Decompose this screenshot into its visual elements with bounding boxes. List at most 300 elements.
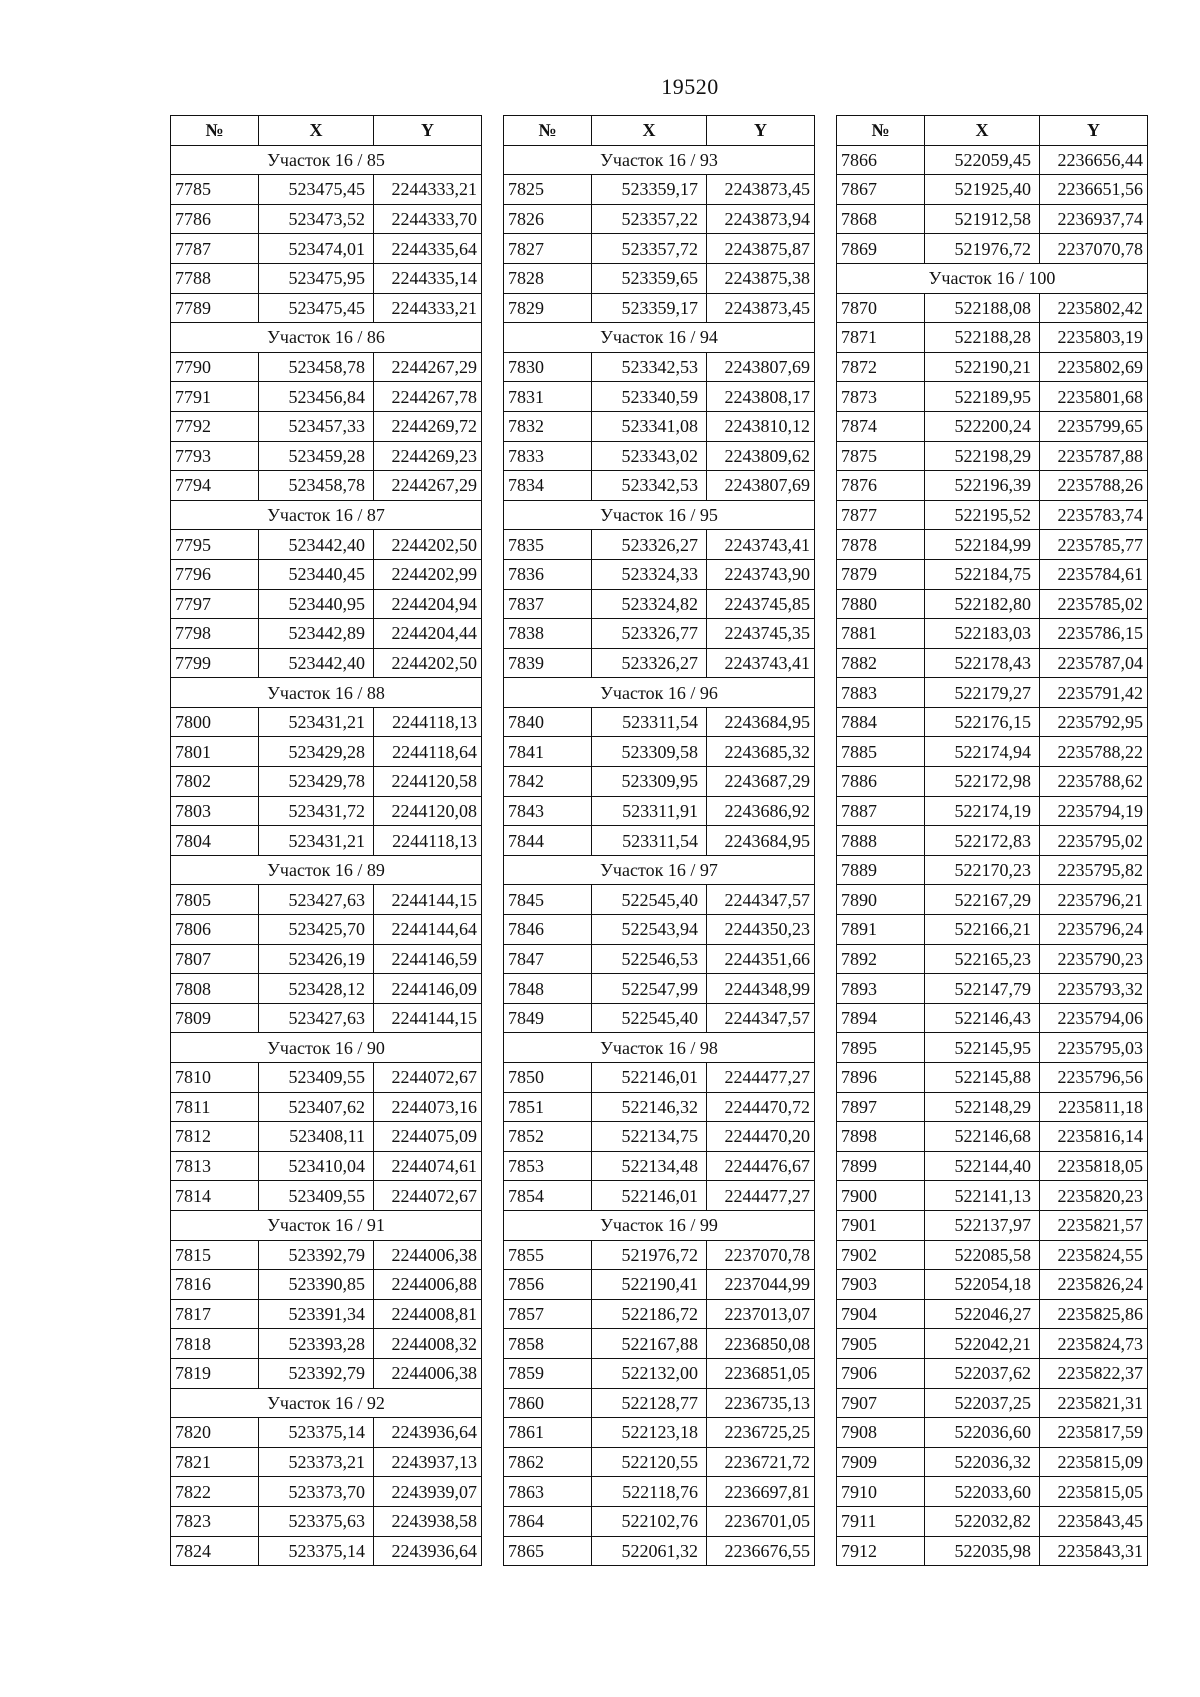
table-row (171, 1299, 482, 1329)
point-number-cell: 7828 (504, 263, 592, 293)
y-coordinate-cell: 2235821,31 (1040, 1388, 1148, 1418)
x-coordinate-cell: 523309,95 (592, 767, 707, 797)
x-coordinate-cell: 522147,79 (925, 974, 1040, 1004)
table-row (504, 885, 815, 915)
y-coordinate-cell: 2243808,17 (707, 382, 815, 412)
y-coordinate-cell: 2235815,05 (1040, 1477, 1148, 1507)
y-coordinate-cell: 2237070,78 (707, 1240, 815, 1270)
point-number-cell: 7845 (504, 885, 592, 915)
table-row (504, 1506, 815, 1536)
x-coordinate-cell: 522148,29 (925, 1092, 1040, 1122)
table-header-row (171, 116, 482, 146)
section-header-row (504, 678, 815, 708)
y-coordinate-cell: 2244118,13 (374, 826, 482, 856)
x-coordinate-cell: 522134,48 (592, 1151, 707, 1181)
header-number: № (837, 116, 925, 146)
table-row (504, 944, 815, 974)
point-number-cell: 7881 (837, 619, 925, 649)
y-coordinate-cell: 2244144,15 (374, 885, 482, 915)
y-coordinate-cell: 2235792,95 (1040, 707, 1148, 737)
table-row (504, 1063, 815, 1093)
x-coordinate-cell: 522059,45 (925, 145, 1040, 175)
table-row (504, 352, 815, 382)
section-title: Участок 16 / 99 (504, 1210, 815, 1240)
point-number-cell: 7891 (837, 915, 925, 945)
x-coordinate-cell: 522137,97 (925, 1210, 1040, 1240)
point-number-cell: 7884 (837, 707, 925, 737)
table-row (504, 1151, 815, 1181)
y-coordinate-cell: 2236697,81 (707, 1477, 815, 1507)
coordinates-table-2 (503, 115, 815, 1566)
x-coordinate-cell: 523429,28 (259, 737, 374, 767)
point-number-cell: 7865 (504, 1536, 592, 1566)
y-coordinate-cell: 2235796,24 (1040, 915, 1148, 945)
table-row (171, 974, 482, 1004)
y-coordinate-cell: 2235786,15 (1040, 619, 1148, 649)
header-y: Y (374, 116, 482, 146)
y-coordinate-cell: 2244269,23 (374, 441, 482, 471)
table-row (837, 1092, 1148, 1122)
table-row (504, 471, 815, 501)
section-title: Участок 16 / 97 (504, 855, 815, 885)
table-row (504, 411, 815, 441)
point-number-cell: 7789 (171, 293, 259, 323)
y-coordinate-cell: 2235788,22 (1040, 737, 1148, 767)
point-number-cell: 7912 (837, 1536, 925, 1566)
y-coordinate-cell: 2244008,32 (374, 1329, 482, 1359)
point-number-cell: 7811 (171, 1092, 259, 1122)
section-title: Участок 16 / 100 (837, 263, 1148, 293)
table-row (171, 648, 482, 678)
point-number-cell: 7853 (504, 1151, 592, 1181)
y-coordinate-cell: 2244072,67 (374, 1181, 482, 1211)
table-row (837, 974, 1148, 1004)
table-row (837, 855, 1148, 885)
x-coordinate-cell: 522134,75 (592, 1122, 707, 1152)
point-number-cell: 7880 (837, 589, 925, 619)
x-coordinate-cell: 523442,40 (259, 648, 374, 678)
table-row (171, 796, 482, 826)
y-coordinate-cell: 2235802,69 (1040, 352, 1148, 382)
y-coordinate-cell: 2244333,21 (374, 175, 482, 205)
y-coordinate-cell: 2235785,02 (1040, 589, 1148, 619)
x-coordinate-cell: 523456,84 (259, 382, 374, 412)
x-coordinate-cell: 522184,75 (925, 559, 1040, 589)
x-coordinate-cell: 522167,88 (592, 1329, 707, 1359)
y-coordinate-cell: 2236851,05 (707, 1358, 815, 1388)
table-row (171, 1092, 482, 1122)
section-header-row (504, 145, 815, 175)
point-number-cell: 7861 (504, 1418, 592, 1448)
table-row (837, 619, 1148, 649)
section-title: Участок 16 / 90 (171, 1033, 482, 1063)
point-number-cell: 7895 (837, 1033, 925, 1063)
y-coordinate-cell: 2236850,08 (707, 1329, 815, 1359)
table-row (504, 648, 815, 678)
y-coordinate-cell: 2244120,08 (374, 796, 482, 826)
section-title: Участок 16 / 95 (504, 500, 815, 530)
y-coordinate-cell: 2244006,38 (374, 1240, 482, 1270)
y-coordinate-cell: 2244008,81 (374, 1299, 482, 1329)
table-row (504, 234, 815, 264)
section-header-row (171, 500, 482, 530)
y-coordinate-cell: 2235788,26 (1040, 471, 1148, 501)
table-row (837, 944, 1148, 974)
table-row (504, 559, 815, 589)
table-row (171, 737, 482, 767)
x-coordinate-cell: 522200,24 (925, 411, 1040, 441)
y-coordinate-cell: 2244477,27 (707, 1063, 815, 1093)
x-coordinate-cell: 523440,45 (259, 559, 374, 589)
section-title: Участок 16 / 86 (171, 323, 482, 353)
table-row (837, 1003, 1148, 1033)
table-row (171, 1329, 482, 1359)
x-coordinate-cell: 523391,34 (259, 1299, 374, 1329)
y-coordinate-cell: 2244470,20 (707, 1122, 815, 1152)
y-coordinate-cell: 2244477,27 (707, 1181, 815, 1211)
x-coordinate-cell: 522118,76 (592, 1477, 707, 1507)
table-row (504, 1418, 815, 1448)
table-row (837, 648, 1148, 678)
point-number-cell: 7883 (837, 678, 925, 708)
y-coordinate-cell: 2243745,85 (707, 589, 815, 619)
x-coordinate-cell: 522186,72 (592, 1299, 707, 1329)
point-number-cell: 7893 (837, 974, 925, 1004)
x-coordinate-cell: 522172,98 (925, 767, 1040, 797)
point-number-cell: 7856 (504, 1270, 592, 1300)
point-number-cell: 7852 (504, 1122, 592, 1152)
y-coordinate-cell: 2243938,58 (374, 1506, 482, 1536)
table-row (171, 441, 482, 471)
x-coordinate-cell: 522146,01 (592, 1181, 707, 1211)
table-row (837, 500, 1148, 530)
y-coordinate-cell: 2244333,21 (374, 293, 482, 323)
table-row (504, 707, 815, 737)
y-coordinate-cell: 2244267,29 (374, 471, 482, 501)
point-number-cell: 7843 (504, 796, 592, 826)
point-number-cell: 7798 (171, 619, 259, 649)
y-coordinate-cell: 2235790,23 (1040, 944, 1148, 974)
section-title: Участок 16 / 98 (504, 1033, 815, 1063)
x-coordinate-cell: 523475,95 (259, 263, 374, 293)
y-coordinate-cell: 2236676,55 (707, 1536, 815, 1566)
point-number-cell: 7836 (504, 559, 592, 589)
point-number-cell: 7908 (837, 1418, 925, 1448)
point-number-cell: 7858 (504, 1329, 592, 1359)
y-coordinate-cell: 2235783,74 (1040, 500, 1148, 530)
x-coordinate-cell: 521912,58 (925, 204, 1040, 234)
x-coordinate-cell: 522054,18 (925, 1270, 1040, 1300)
x-coordinate-cell: 523359,17 (592, 175, 707, 205)
x-coordinate-cell: 522102,76 (592, 1506, 707, 1536)
y-coordinate-cell: 2235811,18 (1040, 1092, 1148, 1122)
table-row (171, 619, 482, 649)
table-row (837, 441, 1148, 471)
x-coordinate-cell: 523390,85 (259, 1270, 374, 1300)
x-coordinate-cell: 522145,95 (925, 1033, 1040, 1063)
table-row (504, 1181, 815, 1211)
y-coordinate-cell: 2235822,37 (1040, 1358, 1148, 1388)
section-title: Участок 16 / 88 (171, 678, 482, 708)
y-coordinate-cell: 2244120,58 (374, 767, 482, 797)
point-number-cell: 7834 (504, 471, 592, 501)
coordinates-table-1 (170, 115, 482, 1566)
x-coordinate-cell: 523407,62 (259, 1092, 374, 1122)
y-coordinate-cell: 2235818,05 (1040, 1151, 1148, 1181)
table-row (837, 1477, 1148, 1507)
x-coordinate-cell: 523342,53 (592, 352, 707, 382)
y-coordinate-cell: 2235799,65 (1040, 411, 1148, 441)
table-row (837, 175, 1148, 205)
y-coordinate-cell: 2244146,59 (374, 944, 482, 974)
y-coordinate-cell: 2243936,64 (374, 1418, 482, 1448)
y-coordinate-cell: 2235787,88 (1040, 441, 1148, 471)
point-number-cell: 7832 (504, 411, 592, 441)
x-coordinate-cell: 522037,25 (925, 1388, 1040, 1418)
table-row (837, 471, 1148, 501)
table-row (837, 1536, 1148, 1566)
y-coordinate-cell: 2244267,78 (374, 382, 482, 412)
y-coordinate-cell: 2235801,68 (1040, 382, 1148, 412)
table-row (171, 944, 482, 974)
x-coordinate-cell: 522128,77 (592, 1388, 707, 1418)
y-coordinate-cell: 2235821,57 (1040, 1210, 1148, 1240)
point-number-cell: 7850 (504, 1063, 592, 1093)
x-coordinate-cell: 522035,98 (925, 1536, 1040, 1566)
x-coordinate-cell: 522146,32 (592, 1092, 707, 1122)
x-coordinate-cell: 523375,14 (259, 1418, 374, 1448)
table-row (837, 293, 1148, 323)
x-coordinate-cell: 523342,53 (592, 471, 707, 501)
x-coordinate-cell: 522146,01 (592, 1063, 707, 1093)
x-coordinate-cell: 523373,70 (259, 1477, 374, 1507)
table-row (171, 767, 482, 797)
point-number-cell: 7910 (837, 1477, 925, 1507)
point-number-cell: 7888 (837, 826, 925, 856)
table-row (504, 1003, 815, 1033)
point-number-cell: 7810 (171, 1063, 259, 1093)
x-coordinate-cell: 523442,89 (259, 619, 374, 649)
header-x: X (925, 116, 1040, 146)
y-coordinate-cell: 2244347,57 (707, 885, 815, 915)
table-row (171, 1447, 482, 1477)
point-number-cell: 7790 (171, 352, 259, 382)
table-row (837, 1033, 1148, 1063)
point-number-cell: 7887 (837, 796, 925, 826)
point-number-cell: 7889 (837, 855, 925, 885)
table-row (837, 1210, 1148, 1240)
table-row (171, 204, 482, 234)
y-coordinate-cell: 2244335,64 (374, 234, 482, 264)
header-x: X (592, 116, 707, 146)
table-row (504, 441, 815, 471)
point-number-cell: 7833 (504, 441, 592, 471)
table-row (171, 1418, 482, 1448)
header-x: X (259, 116, 374, 146)
x-coordinate-cell: 522545,40 (592, 1003, 707, 1033)
point-number-cell: 7890 (837, 885, 925, 915)
table-row (504, 974, 815, 1004)
point-number-cell: 7842 (504, 767, 592, 797)
x-coordinate-cell: 522120,55 (592, 1447, 707, 1477)
table-row (837, 411, 1148, 441)
x-coordinate-cell: 523375,63 (259, 1506, 374, 1536)
section-header-row (171, 855, 482, 885)
point-number-cell: 7814 (171, 1181, 259, 1211)
table-row (171, 1240, 482, 1270)
section-title: Участок 16 / 93 (504, 145, 815, 175)
table-row (504, 767, 815, 797)
y-coordinate-cell: 2235796,21 (1040, 885, 1148, 915)
y-coordinate-cell: 2244350,23 (707, 915, 815, 945)
point-number-cell: 7894 (837, 1003, 925, 1033)
point-number-cell: 7827 (504, 234, 592, 264)
section-header-row (504, 855, 815, 885)
y-coordinate-cell: 2235802,42 (1040, 293, 1148, 323)
point-number-cell: 7824 (171, 1536, 259, 1566)
point-number-cell: 7807 (171, 944, 259, 974)
x-coordinate-cell: 522188,28 (925, 323, 1040, 353)
x-coordinate-cell: 523440,95 (259, 589, 374, 619)
point-number-cell: 7904 (837, 1299, 925, 1329)
x-coordinate-cell: 522046,27 (925, 1299, 1040, 1329)
y-coordinate-cell: 2235788,62 (1040, 767, 1148, 797)
y-coordinate-cell: 2243807,69 (707, 471, 815, 501)
section-header-row (837, 263, 1148, 293)
y-coordinate-cell: 2235785,77 (1040, 530, 1148, 560)
x-coordinate-cell: 523311,54 (592, 707, 707, 737)
table-row (837, 352, 1148, 382)
section-header-row (504, 1033, 815, 1063)
section-header-row (171, 678, 482, 708)
x-coordinate-cell: 523311,54 (592, 826, 707, 856)
x-coordinate-cell: 521976,72 (925, 234, 1040, 264)
y-coordinate-cell: 2244204,44 (374, 619, 482, 649)
point-number-cell: 7840 (504, 707, 592, 737)
y-coordinate-cell: 2243875,38 (707, 263, 815, 293)
x-coordinate-cell: 522196,39 (925, 471, 1040, 501)
point-number-cell: 7868 (837, 204, 925, 234)
point-number-cell: 7866 (837, 145, 925, 175)
table-row (504, 1092, 815, 1122)
point-number-cell: 7820 (171, 1418, 259, 1448)
x-coordinate-cell: 522085,58 (925, 1240, 1040, 1270)
section-title: Участок 16 / 91 (171, 1210, 482, 1240)
table-row (171, 1063, 482, 1093)
y-coordinate-cell: 2243807,69 (707, 352, 815, 382)
table-row (837, 767, 1148, 797)
x-coordinate-cell: 522190,21 (925, 352, 1040, 382)
y-coordinate-cell: 2244347,57 (707, 1003, 815, 1033)
table-row (837, 1388, 1148, 1418)
y-coordinate-cell: 2236725,25 (707, 1418, 815, 1448)
point-number-cell: 7862 (504, 1447, 592, 1477)
x-coordinate-cell: 522547,99 (592, 974, 707, 1004)
table-row (504, 915, 815, 945)
point-number-cell: 7823 (171, 1506, 259, 1536)
y-coordinate-cell: 2236721,72 (707, 1447, 815, 1477)
point-number-cell: 7899 (837, 1151, 925, 1181)
point-number-cell: 7786 (171, 204, 259, 234)
point-number-cell: 7882 (837, 648, 925, 678)
x-coordinate-cell: 523442,40 (259, 530, 374, 560)
y-coordinate-cell: 2243873,45 (707, 175, 815, 205)
point-number-cell: 7903 (837, 1270, 925, 1300)
table-row (171, 915, 482, 945)
section-header-row (171, 1033, 482, 1063)
point-number-cell: 7805 (171, 885, 259, 915)
table-row (171, 1270, 482, 1300)
x-coordinate-cell: 523340,59 (592, 382, 707, 412)
table-row (837, 530, 1148, 560)
x-coordinate-cell: 523409,55 (259, 1063, 374, 1093)
y-coordinate-cell: 2235803,19 (1040, 323, 1148, 353)
x-coordinate-cell: 522543,94 (592, 915, 707, 945)
point-number-cell: 7878 (837, 530, 925, 560)
table-row (504, 1299, 815, 1329)
point-number-cell: 7879 (837, 559, 925, 589)
point-number-cell: 7859 (504, 1358, 592, 1388)
x-coordinate-cell: 523431,21 (259, 707, 374, 737)
point-number-cell: 7860 (504, 1388, 592, 1418)
table-row (837, 678, 1148, 708)
point-number-cell: 7857 (504, 1299, 592, 1329)
x-coordinate-cell: 522036,32 (925, 1447, 1040, 1477)
table-row (171, 885, 482, 915)
y-coordinate-cell: 2244348,99 (707, 974, 815, 1004)
point-number-cell: 7896 (837, 1063, 925, 1093)
table-row (837, 382, 1148, 412)
x-coordinate-cell: 522145,88 (925, 1063, 1040, 1093)
x-coordinate-cell: 522146,68 (925, 1122, 1040, 1152)
point-number-cell: 7877 (837, 500, 925, 530)
x-coordinate-cell: 521976,72 (592, 1240, 707, 1270)
point-number-cell: 7839 (504, 648, 592, 678)
table-row (504, 737, 815, 767)
table-row (504, 382, 815, 412)
y-coordinate-cell: 2235817,59 (1040, 1418, 1148, 1448)
point-number-cell: 7816 (171, 1270, 259, 1300)
x-coordinate-cell: 523409,55 (259, 1181, 374, 1211)
point-number-cell: 7787 (171, 234, 259, 264)
point-number-cell: 7874 (837, 411, 925, 441)
point-number-cell: 7851 (504, 1092, 592, 1122)
table-row (504, 1358, 815, 1388)
y-coordinate-cell: 2244202,50 (374, 648, 482, 678)
table-row (504, 1329, 815, 1359)
x-coordinate-cell: 523427,63 (259, 1003, 374, 1033)
section-header-row (171, 145, 482, 175)
header-y: Y (707, 116, 815, 146)
y-coordinate-cell: 2244333,70 (374, 204, 482, 234)
table-header-row (504, 116, 815, 146)
x-coordinate-cell: 523427,63 (259, 885, 374, 915)
table-row (504, 204, 815, 234)
table-row (837, 885, 1148, 915)
point-number-cell: 7821 (171, 1447, 259, 1477)
point-number-cell: 7869 (837, 234, 925, 264)
x-coordinate-cell: 523425,70 (259, 915, 374, 945)
x-coordinate-cell: 523326,27 (592, 648, 707, 678)
x-coordinate-cell: 523475,45 (259, 175, 374, 205)
x-coordinate-cell: 523309,58 (592, 737, 707, 767)
y-coordinate-cell: 2236656,44 (1040, 145, 1148, 175)
table-row (504, 1388, 815, 1418)
x-coordinate-cell: 522176,15 (925, 707, 1040, 737)
section-title: Участок 16 / 87 (171, 500, 482, 530)
y-coordinate-cell: 2235824,55 (1040, 1240, 1148, 1270)
y-coordinate-cell: 2244006,38 (374, 1358, 482, 1388)
